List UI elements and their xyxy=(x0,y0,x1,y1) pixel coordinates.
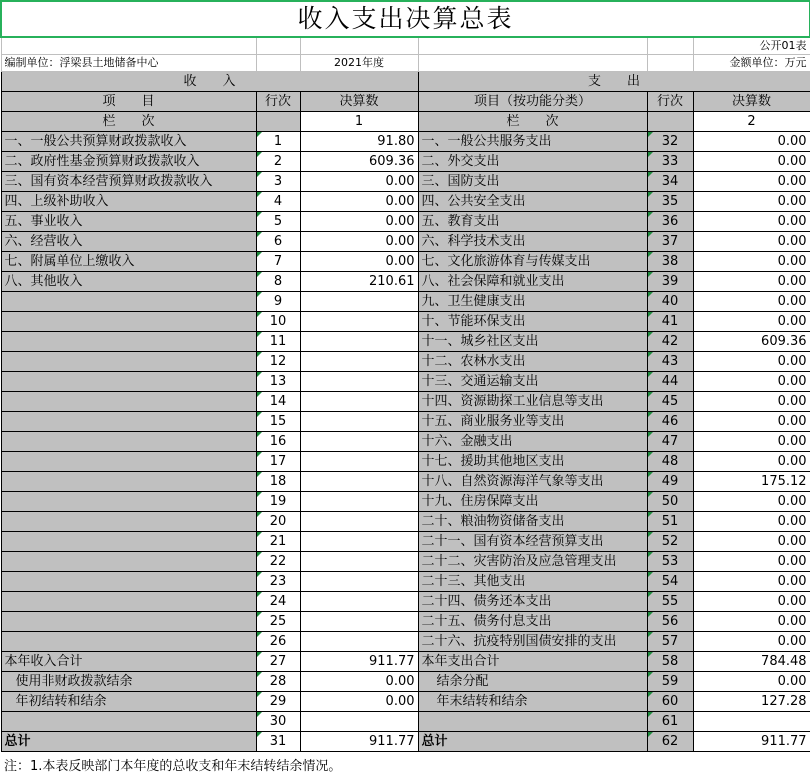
expense-section-header: 支 出 xyxy=(418,72,810,92)
expense-amount: 0.00 xyxy=(693,492,810,512)
income-item xyxy=(1,452,256,472)
table-row xyxy=(1,232,810,252)
income-row-no: 20 xyxy=(256,512,300,532)
expense-row-no: 32 xyxy=(647,132,693,152)
expense-amount: 0.00 xyxy=(693,272,810,292)
expense-amount: 0.00 xyxy=(693,592,810,612)
report-title: 收入支出决算总表 xyxy=(1,1,810,37)
income-row-no: 5 xyxy=(256,212,300,232)
table-row xyxy=(1,212,810,232)
form-code-row xyxy=(1,37,810,55)
income-amount xyxy=(300,712,418,732)
report-year: 2021年度 xyxy=(300,55,418,72)
table-row xyxy=(1,292,810,312)
expense-row-no: 42 xyxy=(647,332,693,352)
income-row-no: 16 xyxy=(256,432,300,452)
income-amount: 0.00 xyxy=(300,672,418,692)
table-row xyxy=(1,272,810,292)
income-amount xyxy=(300,472,418,492)
expense-item: 二十、粮油物资储备支出 xyxy=(418,512,647,532)
expense-amount: 0.00 xyxy=(693,292,810,312)
income-row-no: 27 xyxy=(256,652,300,672)
expense-item: 二十二、灾害防治及应急管理支出 xyxy=(418,552,647,572)
expense-amount: 0.00 xyxy=(693,212,810,232)
income-amount: 0.00 xyxy=(300,212,418,232)
table-row xyxy=(1,632,810,652)
table-row xyxy=(1,432,810,452)
table-row xyxy=(1,252,810,272)
expense-amount: 911.77 xyxy=(693,732,810,752)
income-item xyxy=(1,332,256,352)
table-row xyxy=(1,192,810,212)
income-amount xyxy=(300,572,418,592)
income-item xyxy=(1,312,256,332)
summary-row xyxy=(1,712,810,732)
income-amount: 0.00 xyxy=(300,692,418,712)
income-amount xyxy=(300,432,418,452)
expense-amount: 0.00 xyxy=(693,552,810,572)
expense-item: 二十五、债务付息支出 xyxy=(418,612,647,632)
expense-row-no: 47 xyxy=(647,432,693,452)
income-row-no: 30 xyxy=(256,712,300,732)
expense-row-no: 38 xyxy=(647,252,693,272)
title-row xyxy=(1,1,810,37)
expense-row-no: 58 xyxy=(647,652,693,672)
expense-row-no: 48 xyxy=(647,452,693,472)
expense-item: 六、科学技术支出 xyxy=(418,232,647,252)
expense-row-no: 53 xyxy=(647,552,693,572)
income-item xyxy=(1,472,256,492)
income-amount-header: 决算数 xyxy=(300,92,418,112)
expense-item: 结余分配 xyxy=(418,672,647,692)
table-row xyxy=(1,592,810,612)
income-row-no: 4 xyxy=(256,192,300,212)
expense-row-no: 56 xyxy=(647,612,693,632)
expense-row-no: 55 xyxy=(647,592,693,612)
expense-amount: 0.00 xyxy=(693,312,810,332)
income-row-no: 2 xyxy=(256,152,300,172)
income-amount xyxy=(300,552,418,572)
income-row-no: 1 xyxy=(256,132,300,152)
expense-amount: 0.00 xyxy=(693,252,810,272)
column-index-row xyxy=(1,112,810,132)
income-item: 一、一般公共预算财政拨款收入 xyxy=(1,132,256,152)
income-item: 八、其他收入 xyxy=(1,272,256,292)
expense-item: 十、节能环保支出 xyxy=(418,312,647,332)
summary-row xyxy=(1,652,810,672)
expense-row-no: 62 xyxy=(647,732,693,752)
expense-row-no: 46 xyxy=(647,412,693,432)
income-section-header: 收 入 xyxy=(1,72,418,92)
expense-item: 十一、城乡社区支出 xyxy=(418,332,647,352)
table-row xyxy=(1,172,810,192)
income-row-no: 31 xyxy=(256,732,300,752)
expense-row-no: 51 xyxy=(647,512,693,532)
income-amount xyxy=(300,612,418,632)
income-item: 本年收入合计 xyxy=(1,652,256,672)
income-amount xyxy=(300,352,418,372)
income-item: 四、上级补助收入 xyxy=(1,192,256,212)
table-row xyxy=(1,612,810,632)
income-item xyxy=(1,392,256,412)
expense-row-no: 34 xyxy=(647,172,693,192)
expense-item: 二、外交支出 xyxy=(418,152,647,172)
expense-item: 二十三、其他支出 xyxy=(418,572,647,592)
income-item xyxy=(1,492,256,512)
expense-row-no: 59 xyxy=(647,672,693,692)
expense-item: 四、公共安全支出 xyxy=(418,192,647,212)
table-row xyxy=(1,152,810,172)
table-row xyxy=(1,492,810,512)
expense-amount: 784.48 xyxy=(693,652,810,672)
income-amount xyxy=(300,452,418,472)
income-amount: 0.00 xyxy=(300,232,418,252)
expense-item: 十三、交通运输支出 xyxy=(418,372,647,392)
income-item: 六、经营收入 xyxy=(1,232,256,252)
income-item: 五、事业收入 xyxy=(1,212,256,232)
expense-amount: 0.00 xyxy=(693,232,810,252)
income-amount xyxy=(300,532,418,552)
expense-item: 二十一、国有资本经营预算支出 xyxy=(418,532,647,552)
income-row-no-header: 行次 xyxy=(256,92,300,112)
expense-row-no: 39 xyxy=(647,272,693,292)
income-row-no: 22 xyxy=(256,552,300,572)
table-row xyxy=(1,532,810,552)
meta-row xyxy=(1,55,810,72)
note-row xyxy=(1,752,810,783)
income-item: 年初结转和结余 xyxy=(1,692,256,712)
table-row xyxy=(1,552,810,572)
expense-amount: 609.36 xyxy=(693,332,810,352)
expense-item-header: 项目（按功能分类） xyxy=(418,92,647,112)
income-amount: 0.00 xyxy=(300,172,418,192)
income-row-no: 9 xyxy=(256,292,300,312)
income-amount: 0.00 xyxy=(300,192,418,212)
income-item xyxy=(1,372,256,392)
expense-item: 八、社会保障和就业支出 xyxy=(418,272,647,292)
table-row xyxy=(1,412,810,432)
income-item xyxy=(1,292,256,312)
income-amount xyxy=(300,512,418,532)
income-row-no: 15 xyxy=(256,412,300,432)
expense-col-label: 栏 次 xyxy=(418,112,647,132)
income-item xyxy=(1,632,256,652)
expense-amount-header: 决算数 xyxy=(693,92,810,112)
table-row xyxy=(1,312,810,332)
table-row xyxy=(1,372,810,392)
expense-item: 三、国防支出 xyxy=(418,172,647,192)
income-amount: 911.77 xyxy=(300,652,418,672)
income-amount: 0.00 xyxy=(300,252,418,272)
currency-unit: 金额单位：万元 xyxy=(693,55,810,72)
expense-row-no: 40 xyxy=(647,292,693,312)
income-amount xyxy=(300,492,418,512)
income-amount xyxy=(300,332,418,352)
expense-item: 十四、资源勘探工业信息等支出 xyxy=(418,392,647,412)
income-item: 使用非财政拨款结余 xyxy=(1,672,256,692)
expense-amount: 0.00 xyxy=(693,132,810,152)
income-item xyxy=(1,552,256,572)
expense-amount: 0.00 xyxy=(693,172,810,192)
income-item xyxy=(1,572,256,592)
table-row xyxy=(1,352,810,372)
income-amount xyxy=(300,632,418,652)
expense-row-no: 37 xyxy=(647,232,693,252)
income-row-no: 25 xyxy=(256,612,300,632)
income-row-no: 26 xyxy=(256,632,300,652)
income-amount: 911.77 xyxy=(300,732,418,752)
table-row xyxy=(1,452,810,472)
income-row-no: 21 xyxy=(256,532,300,552)
income-amount xyxy=(300,392,418,412)
table-row xyxy=(1,472,810,492)
income-row-no: 18 xyxy=(256,472,300,492)
expense-row-no: 36 xyxy=(647,212,693,232)
income-row-no: 7 xyxy=(256,252,300,272)
expense-amount: 0.00 xyxy=(693,412,810,432)
income-item xyxy=(1,532,256,552)
table-row xyxy=(1,332,810,352)
income-item: 二、政府性基金预算财政拨款收入 xyxy=(1,152,256,172)
income-item xyxy=(1,432,256,452)
expense-amount: 0.00 xyxy=(693,192,810,212)
income-item-header: 项 目 xyxy=(1,92,256,112)
footnote: 注：1.本表反映部门本年度的总收支和年末结转结余情况。 xyxy=(1,752,810,783)
expense-row-no: 52 xyxy=(647,532,693,552)
income-amount xyxy=(300,312,418,332)
expense-row-no: 33 xyxy=(647,152,693,172)
expense-amount: 0.00 xyxy=(693,372,810,392)
income-row-no: 6 xyxy=(256,232,300,252)
expense-amount: 0.00 xyxy=(693,392,810,412)
income-item xyxy=(1,712,256,732)
section-header-row xyxy=(1,72,810,92)
table-row xyxy=(1,132,810,152)
expense-item: 本年支出合计 xyxy=(418,652,647,672)
expense-item: 十八、自然资源海洋气象等支出 xyxy=(418,472,647,492)
income-item: 总计 xyxy=(1,732,256,752)
expense-amount: 0.00 xyxy=(693,512,810,532)
expense-row-no-header: 行次 xyxy=(647,92,693,112)
expense-row-no: 61 xyxy=(647,712,693,732)
expense-amount: 0.00 xyxy=(693,532,810,552)
form-code: 公开01表 xyxy=(693,37,810,55)
income-amount xyxy=(300,292,418,312)
table-row xyxy=(1,572,810,592)
income-row-no: 17 xyxy=(256,452,300,472)
unit-label: 编制单位：浮梁县土地储备中心 xyxy=(1,55,256,72)
income-row-no: 28 xyxy=(256,672,300,692)
income-item xyxy=(1,592,256,612)
income-amount: 609.36 xyxy=(300,152,418,172)
income-item: 七、附属单位上缴收入 xyxy=(1,252,256,272)
expense-row-no: 49 xyxy=(647,472,693,492)
income-col-index: 1 xyxy=(300,112,418,132)
income-row-no: 19 xyxy=(256,492,300,512)
expense-amount: 0.00 xyxy=(693,612,810,632)
expense-item: 一、一般公共服务支出 xyxy=(418,132,647,152)
expense-amount: 0.00 xyxy=(693,352,810,372)
summary-row xyxy=(1,672,810,692)
expense-row-no: 54 xyxy=(647,572,693,592)
income-item xyxy=(1,612,256,632)
expense-amount: 175.12 xyxy=(693,472,810,492)
income-row-no: 24 xyxy=(256,592,300,612)
income-amount xyxy=(300,592,418,612)
table-row xyxy=(1,392,810,412)
expense-col-index: 2 xyxy=(693,112,810,132)
expense-item xyxy=(418,712,647,732)
expense-item: 总计 xyxy=(418,732,647,752)
expense-row-no: 41 xyxy=(647,312,693,332)
expense-amount: 0.00 xyxy=(693,572,810,592)
income-row-no: 10 xyxy=(256,312,300,332)
income-row-no: 14 xyxy=(256,392,300,412)
expense-item: 五、教育支出 xyxy=(418,212,647,232)
column-header-row xyxy=(1,92,810,112)
table-row xyxy=(1,512,810,532)
income-row-no: 11 xyxy=(256,332,300,352)
expense-amount: 0.00 xyxy=(693,672,810,692)
expense-item: 七、文化旅游体育与传媒支出 xyxy=(418,252,647,272)
expense-item: 二十四、债务还本支出 xyxy=(418,592,647,612)
income-amount xyxy=(300,372,418,392)
income-col-label: 栏 次 xyxy=(1,112,256,132)
income-row-no: 13 xyxy=(256,372,300,392)
income-item: 三、国有资本经营预算财政拨款收入 xyxy=(1,172,256,192)
expense-amount: 0.00 xyxy=(693,452,810,472)
expense-amount: 0.00 xyxy=(693,632,810,652)
income-amount xyxy=(300,412,418,432)
expense-amount: 127.28 xyxy=(693,692,810,712)
income-item xyxy=(1,352,256,372)
expense-row-no: 43 xyxy=(647,352,693,372)
expense-item: 十九、住房保障支出 xyxy=(418,492,647,512)
income-row-no: 3 xyxy=(256,172,300,192)
expense-item: 年末结转和结余 xyxy=(418,692,647,712)
income-amount: 210.61 xyxy=(300,272,418,292)
income-row-no: 29 xyxy=(256,692,300,712)
expense-row-no: 50 xyxy=(647,492,693,512)
income-row-no: 8 xyxy=(256,272,300,292)
expense-row-no: 60 xyxy=(647,692,693,712)
expense-amount: 0.00 xyxy=(693,152,810,172)
income-row-no: 23 xyxy=(256,572,300,592)
expense-item: 二十六、抗疫特别国债安排的支出 xyxy=(418,632,647,652)
expense-row-no: 35 xyxy=(647,192,693,212)
income-amount: 91.80 xyxy=(300,132,418,152)
income-item xyxy=(1,412,256,432)
expense-item: 九、卫生健康支出 xyxy=(418,292,647,312)
expense-row-no: 57 xyxy=(647,632,693,652)
expense-row-no: 44 xyxy=(647,372,693,392)
expense-item: 十七、援助其他地区支出 xyxy=(418,452,647,472)
income-row-no: 12 xyxy=(256,352,300,372)
expense-item: 十六、金融支出 xyxy=(418,432,647,452)
expense-item: 十五、商业服务业等支出 xyxy=(418,412,647,432)
total-row xyxy=(1,732,810,752)
expense-amount: 0.00 xyxy=(693,432,810,452)
expense-amount xyxy=(693,712,810,732)
expense-item: 十二、农林水支出 xyxy=(418,352,647,372)
expense-row-no: 45 xyxy=(647,392,693,412)
income-item xyxy=(1,512,256,532)
summary-row xyxy=(1,692,810,712)
